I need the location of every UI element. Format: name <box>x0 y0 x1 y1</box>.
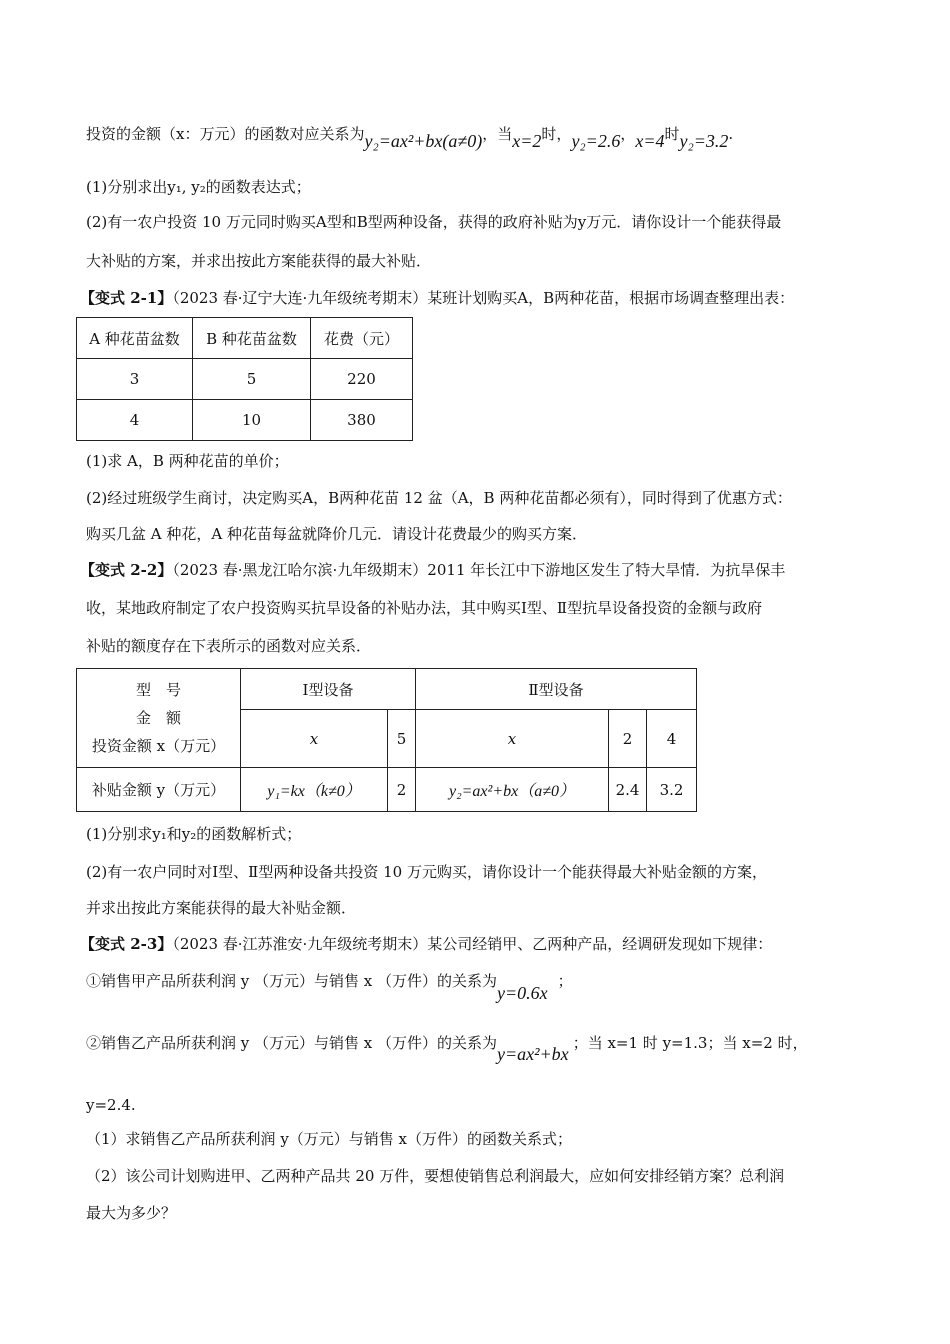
rule1-end: ； <box>557 972 573 990</box>
header-amount: 金 额 <box>135 709 181 727</box>
v22-text2: 收，某地政府制定了农户投资购买抗旱设备的补贴办法，其中购买Ⅰ型、Ⅱ型抗旱设备投资的金额与政府 <box>86 599 763 617</box>
flower-table <box>76 317 413 441</box>
p1-q2a: (2)有一农户投资 10 万元同时购买A型和B型两种设备，获得的政府补贴为y万元．请你设计一个能获得最 <box>86 213 782 231</box>
type2-y-value-1: 2.4 <box>609 768 647 812</box>
table-cell: 220 <box>311 359 413 400</box>
type1-x-value: 5 <box>388 710 416 768</box>
v22-q1: (1)分别求y₁和y₂的函数解析式； <box>86 825 302 843</box>
intro-shi2: 时 <box>664 125 680 143</box>
flower-header-cost: 花费（元） <box>311 318 413 359</box>
formula-y2-table: y₂=ax²+bx（a≠0） <box>416 768 609 812</box>
v22-heading <box>80 559 785 581</box>
cond-x4: x=4 <box>635 131 665 151</box>
intro-text: 投资的金额（x：万元）的函数对应关系为 <box>86 125 365 143</box>
v23-q2b: 最大为多少？ <box>86 1204 177 1222</box>
v21-heading <box>80 287 794 309</box>
flower-header-b: B 种花苗盆数 <box>193 318 311 359</box>
type1-y-value: 2 <box>388 768 416 812</box>
intro-end: . <box>728 125 734 143</box>
intro-line <box>86 122 734 151</box>
table-cell: 4 <box>77 400 193 441</box>
formula-y1: y₁=kx（k≠0） <box>241 768 388 812</box>
v21-q1: (1)求 A，B 两种花苗的单价； <box>86 452 289 470</box>
intro-sep: ， <box>620 125 636 143</box>
v21-q2b: 购买几盆 A 种花，A 种花苗每盆就降价几元．请设计花费最少的购买方案． <box>86 525 587 543</box>
v23-q2a: （2）该公司计划购进甲、乙两种产品共 20 万件，要想使销售总利润最大，应如何安排经销方案？总利润 <box>86 1167 785 1185</box>
v21-q2a: (2)经过班级学生商讨，决定购买A，B两种花苗 12 盆（A，B 两种花苗都必须有），同时得到了优惠方式： <box>86 489 792 507</box>
formula-y2: y₂=ax²+bx(a≠0) <box>364 131 483 151</box>
cond-x2: x=2 <box>512 131 542 151</box>
rule1-formula: y=0.6x <box>497 983 548 1003</box>
v23-rule2 <box>86 1031 808 1064</box>
v21-tag: 【变式 2-1】 <box>80 289 173 307</box>
subsidy-table <box>76 668 697 812</box>
val-y32: y₂=3.2 <box>679 131 729 151</box>
v23-tag: 【变式 2-3】 <box>80 935 173 953</box>
v22-text1: （2023 春·黑龙江哈尔滨·九年级期末）2011 年长江中下游地区发生了特大旱情．为抗旱保丰 <box>172 561 786 579</box>
type1-header: Ⅰ型设备 <box>241 669 416 710</box>
p1-q1: (1)分别求出y₁, y₂的函数表达式； <box>86 178 311 196</box>
type1-x: x <box>241 710 388 768</box>
val-y26: y₂=2.6 <box>571 131 621 151</box>
p1-q2b: 大补贴的方案，并求出按此方案能获得的最大补贴． <box>86 252 432 270</box>
type2-header: Ⅱ型设备 <box>416 669 697 710</box>
v22-text3: 补贴的额度存在下表所示的函数对应关系． <box>86 637 372 655</box>
intro-shi: 时， <box>541 125 572 143</box>
type2-y-value-2: 3.2 <box>647 768 697 812</box>
table-header-diag <box>77 669 241 768</box>
v22-q2b: 并求出按此方案能获得的最大补贴金额． <box>86 899 357 917</box>
v22-q2a: (2)有一农户同时对Ⅰ型、Ⅱ型两种设备共投资 10 万元购买，请你设计一个能获得最大补贴金额的方案， <box>86 863 767 881</box>
header-type: 型 号 <box>135 681 181 699</box>
rule2-end: ；当 x=1 时 y=1.3；当 x=2 时， <box>572 1034 808 1052</box>
table-cell: 5 <box>193 359 311 400</box>
rule1-text: ①销售甲产品所获利润 y （万元）与销售 x （万件）的关系为 <box>86 972 498 990</box>
type2-x-value-1: 2 <box>609 710 647 768</box>
table-cell: 3 <box>77 359 193 400</box>
type2-x: x <box>416 710 609 768</box>
subsidy-label: 补贴金额 y（万元） <box>77 768 241 812</box>
v21-text: （2023 春·辽宁大连·九年级统考期末）某班计划购买A，B两种花苗，根据市场调查整理出表： <box>172 289 795 307</box>
header-invest: 投资金额 x（万元） <box>91 737 226 755</box>
intro-when: ，当 <box>482 125 513 143</box>
table-cell: 10 <box>193 400 311 441</box>
v23-text: （2023 春·江苏淮安·九年级统考期末）某公司经销甲、乙两种产品，经调研发现如下规律： <box>172 935 773 953</box>
flower-header-a: A 种花苗盆数 <box>77 318 193 359</box>
v22-tag: 【变式 2-2】 <box>80 561 173 579</box>
v23-heading <box>80 933 772 955</box>
rule2-cont: y=2.4. <box>86 1096 136 1114</box>
rule2-text: ②销售乙产品所获利润 y （万元）与销售 x （万件）的关系为 <box>86 1034 498 1052</box>
v23-q1: （1）求销售乙产品所获利润 y（万元）与销售 x（万件）的函数关系式； <box>86 1130 573 1148</box>
table-cell: 380 <box>311 400 413 441</box>
rule2-formula: y=ax²+bx <box>497 1044 569 1064</box>
v23-rule1 <box>86 969 573 1003</box>
type2-x-value-2: 4 <box>647 710 697 768</box>
